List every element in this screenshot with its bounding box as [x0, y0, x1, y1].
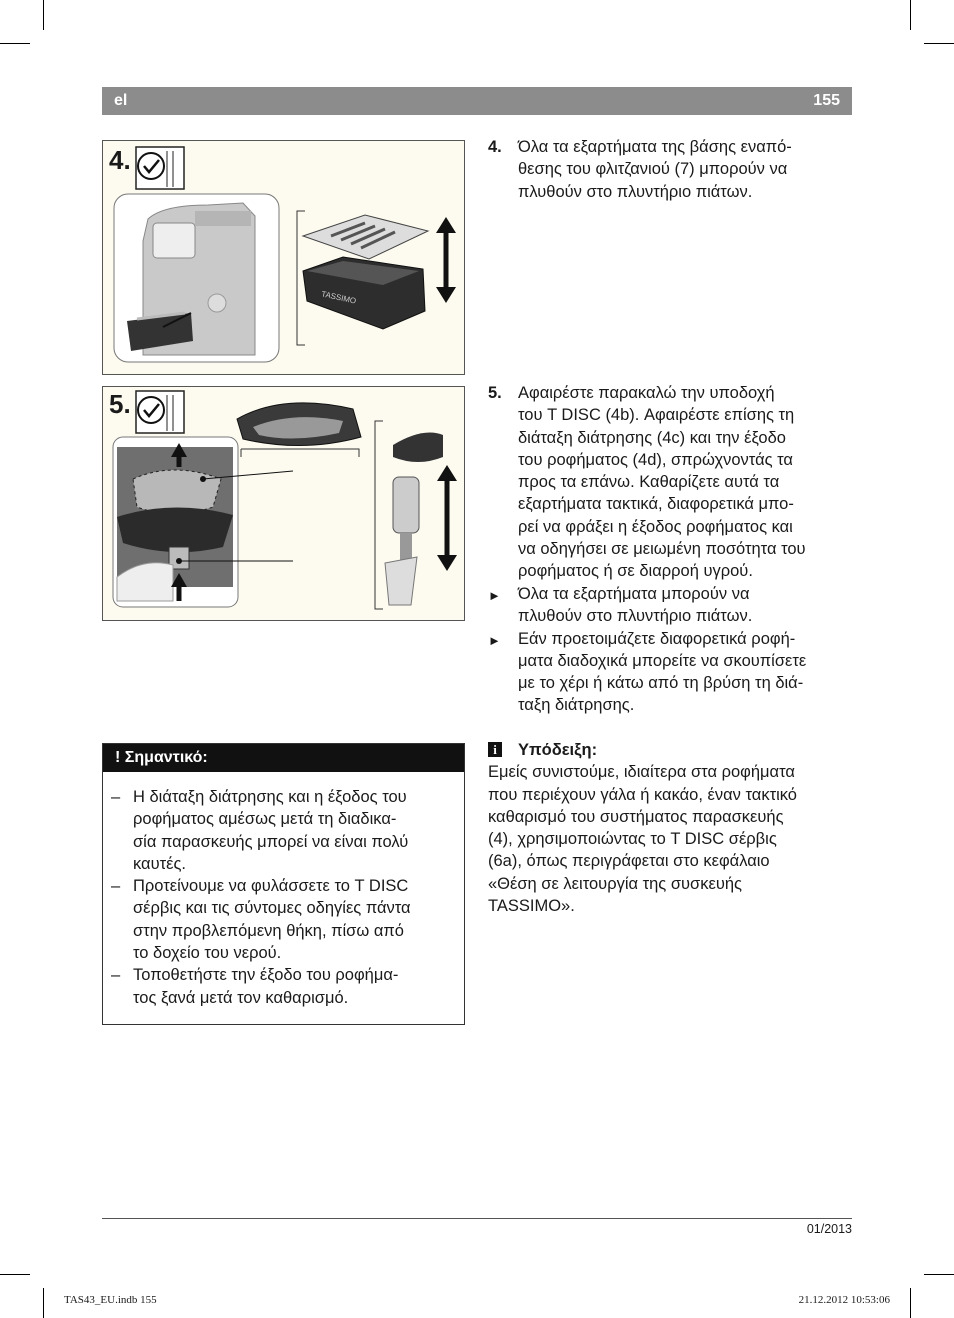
language-code: el	[114, 92, 128, 109]
bullet-line: Εάν προετοιμάζετε διαφορετικά ροφή-	[518, 629, 796, 648]
important-line: καυτές.	[133, 854, 187, 873]
step-line: του T DISC (4b). Αφαιρέστε επίσης τη	[518, 406, 795, 425]
step-line: ροφήματος ή σε διαρροή υγρού.	[518, 562, 753, 581]
hint-line: «Θέση σε λειτουργία της συσκευής	[488, 874, 742, 893]
print-file-info: TAS43_EU.indb 155	[64, 1294, 157, 1306]
important-item: – Προτείνουμε να φυλάσσετε το T DISC σέρβις και τις σύντομες οδηγίες πάντα στην προβλεπόμενη θήκη, πίσω από το δοχείο του νερού.	[103, 875, 464, 964]
hint-line: καθαρισμό του συστήματος παρασκευής	[488, 807, 784, 826]
footer-date: 01/2013	[806, 1222, 852, 1236]
step-number: 5.	[488, 384, 502, 402]
important-line: Προτείνουμε να φυλάσσετε το T DISC	[133, 877, 409, 896]
step-line: διάταξη διάτρησης (4c) και την έξοδο	[518, 428, 786, 447]
hint-line: (6a), όπως περιγράφεται στο κεφάλαιο	[488, 852, 770, 871]
hint-line: που περιέχουν γάλα ή κακάο, έναν τακτικό	[488, 785, 797, 804]
page-header	[102, 87, 852, 115]
step-line: θεσης του φλιτζανιού (7) μπορούν να	[518, 160, 788, 179]
info-icon: i	[488, 742, 502, 757]
dishwasher-safe-icon	[136, 147, 184, 189]
important-line: Τοποθετήστε την έξοδο του ροφήμα-	[133, 966, 399, 985]
hint-line: (4), χρησιμοποιώντας το T DISC σέρβις	[488, 830, 777, 849]
crop-mark	[924, 43, 954, 44]
important-item: – Η διάταξη διάτρησης και η έξοδος του ροφήματος αμέσως μετά τη διαδικα- σία παρασκευής μπορεί να είναι πολύ καυτές.	[103, 786, 464, 875]
step-line: προς τα επάνω. Καθαρίζετε αυτά τα	[518, 473, 780, 492]
crop-mark	[924, 1274, 954, 1275]
dishwasher-safe-icon	[136, 391, 184, 433]
step-line: Αφαιρέστε παρακαλώ την υποδοχή	[518, 384, 775, 402]
important-line: τος ξανά μετά τον καθαρισμό.	[133, 988, 349, 1007]
dishwasher-machine-illustration	[103, 141, 464, 374]
figure-5	[102, 386, 465, 621]
important-line: ροφήματος αμέσως μετά τη διαδικα-	[133, 810, 397, 829]
print-timestamp: 21.12.2012 10:53:06	[798, 1294, 890, 1306]
hint-section	[488, 739, 852, 917]
crop-mark	[910, 0, 911, 30]
triangle-bullet-icon: ►	[488, 632, 501, 648]
figure-4	[102, 140, 465, 375]
crop-mark	[43, 0, 44, 30]
bullet-line: ματα διαδοχικά μπορείτε να σκουπίσετε	[518, 651, 807, 670]
bullet-item	[488, 583, 852, 628]
crop-mark	[43, 1288, 44, 1318]
step-line: ρεί να φράξει η έξοδος ροφήματος και	[518, 517, 793, 536]
crop-mark	[910, 1288, 911, 1318]
important-line: σία παρασκευής μπορεί να είναι πολύ	[133, 832, 409, 851]
important-notice	[102, 743, 465, 1025]
figure-number: 5.	[109, 389, 131, 419]
triangle-bullet-icon: ►	[488, 588, 501, 603]
bullet-item	[488, 628, 852, 717]
important-line: το δοχείο του νερού.	[133, 944, 282, 963]
bullet-line: ταξη διάτρησης.	[518, 696, 635, 715]
step-line: πλυθούν στο πλυντήριο πιάτων.	[518, 182, 753, 201]
step-line: του ροφήματος (4d), σπρώχνοντάς τα	[518, 450, 793, 469]
important-line: Η διάταξη διάτρησης και η έξοδος του	[133, 788, 407, 806]
step-line: εξαρτήματα τακτικά, διαφορετικά μπο-	[518, 495, 794, 514]
bullet-line: με το χέρι ή κάτω από τη βρύση τη διά-	[518, 674, 804, 693]
important-line: στην προβλεπόμενη θήκη, πίσω από	[133, 921, 404, 940]
hint-line: Εμείς συνιστούμε, ιδιαίτερα στα ροφήματα	[488, 763, 795, 782]
brand-label: TASSIMO	[320, 289, 357, 306]
hint-line: TASSIMO».	[488, 897, 575, 916]
page-number: 155	[813, 92, 840, 109]
important-line: σέρβις και τις σύντομες οδηγίες πάντα	[133, 899, 411, 918]
footer-divider	[102, 1218, 852, 1219]
crop-mark	[0, 1274, 30, 1275]
figure-number: 4.	[109, 145, 131, 175]
crop-mark	[0, 43, 30, 44]
bullet-list	[488, 583, 852, 717]
step-number: 4.	[488, 138, 502, 156]
step-line: να οδηγήσει σε μειωμένη ποσότητα του	[518, 540, 806, 559]
bullet-line: Όλα τα εξαρτήματα μπορούν να	[518, 585, 750, 603]
hint-title: Υπόδειξη:	[518, 741, 598, 759]
important-title: ! Σημαντικό:	[103, 744, 464, 772]
cleaning-parts-illustration	[103, 387, 464, 620]
bullet-line: πλυθούν στο πλυντήριο πιάτων.	[518, 607, 753, 626]
step-line: Όλα τα εξαρτήματα της βάσης εναπό-	[518, 138, 792, 156]
important-item: – Τοποθετήστε την έξοδο του ροφήμα- τος ξανά μετά τον καθαρισμό.	[103, 964, 464, 1009]
